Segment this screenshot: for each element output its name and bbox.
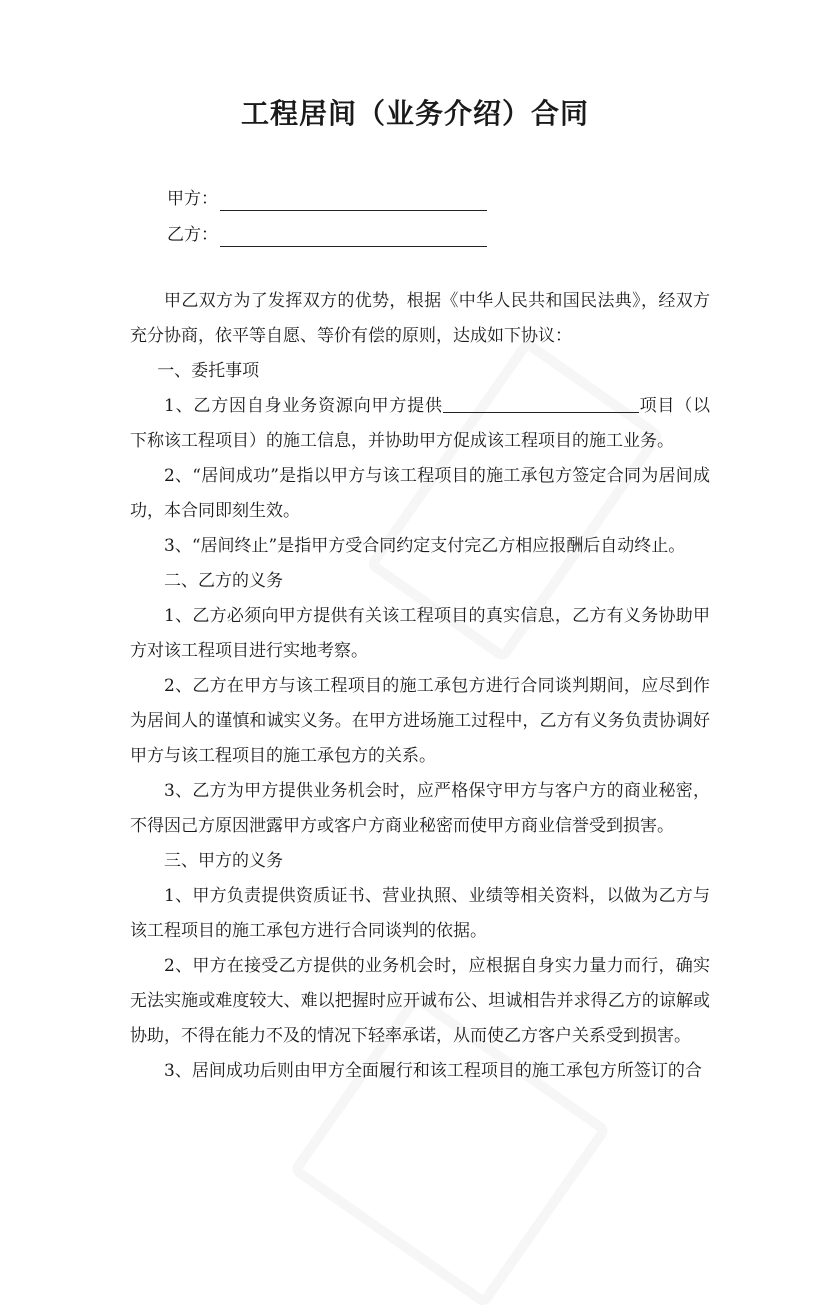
party-b-row bbox=[167, 223, 487, 247]
project-name-blank[interactable] bbox=[443, 394, 639, 413]
party-b-label: 乙方： bbox=[167, 225, 218, 245]
party-b-blank[interactable] bbox=[220, 228, 487, 247]
section-heading: 三、甲方的义务 bbox=[164, 851, 283, 871]
document-title: 工程居间（业务介绍）合同 bbox=[240, 97, 589, 130]
party-a-row bbox=[167, 187, 487, 211]
clause: 2、“居间成功”是指以甲方与该工程项目的施工承包方签定合同为居间成功，本合同即刻生效。 bbox=[130, 466, 710, 521]
clause: 2、甲方在接受乙方提供的业务机会时，应根据自身实力量力而行，确实无法实施或难度较大、难以把握时应开诚布公、坦诚相告并求得乙方的谅解或协助，不得在能力不及的情况下轻率承诺，从而使乙方客户关系受到损害。 bbox=[130, 956, 710, 1046]
clause: 1、甲方负责提供资质证书、营业执照、业绩等相关资料，以做为乙方与该工程项目的施工承包方进行合同谈判的依据。 bbox=[130, 886, 710, 941]
clause-text: 项目（以下称该工程项目）的施工信息，并协助甲方促成该工程项目的施工业务。 bbox=[130, 396, 710, 451]
clause: 2、乙方在甲方与该工程项目的施工承包方进行合同谈判期间，应尽到作为居间人的谨慎和诚实义务。在甲方进场施工过程中，乙方有义务负责协调好甲方与该工程项目的施工承包方的关系。 bbox=[130, 676, 710, 766]
clause bbox=[130, 389, 710, 459]
section-heading: 一、委托事项 bbox=[157, 361, 260, 381]
contract-body bbox=[130, 284, 710, 1089]
party-a-blank[interactable] bbox=[220, 192, 487, 211]
clause-text: 1、乙方因自身业务资源向甲方提供 bbox=[164, 396, 443, 416]
clause: 3、居间成功后则由甲方全面履行和该工程项目的施工承包方所签订的合 bbox=[164, 1061, 702, 1081]
intro-paragraph: 甲乙双方为了发挥双方的优势，根据《中华人民共和国民法典》，经双方充分协商，依平等自愿、等价有偿的原则，达成如下协议： bbox=[130, 291, 710, 346]
party-a-label: 甲方： bbox=[167, 189, 218, 209]
clause: 3、“居间终止”是指甲方受合同约定支付完乙方相应报酬后自动终止。 bbox=[164, 536, 686, 556]
clause: 3、乙方为甲方提供业务机会时，应严格保守甲方与客户方的商业秘密，不得因己方原因泄露甲方或客户方商业秘密而使甲方商业信誉受到损害。 bbox=[130, 781, 710, 836]
section-heading: 二、乙方的义务 bbox=[164, 571, 283, 591]
clause: 1、乙方必须向甲方提供有关该工程项目的真实信息，乙方有义务协助甲方对该工程项目进行实地考察。 bbox=[130, 606, 710, 661]
